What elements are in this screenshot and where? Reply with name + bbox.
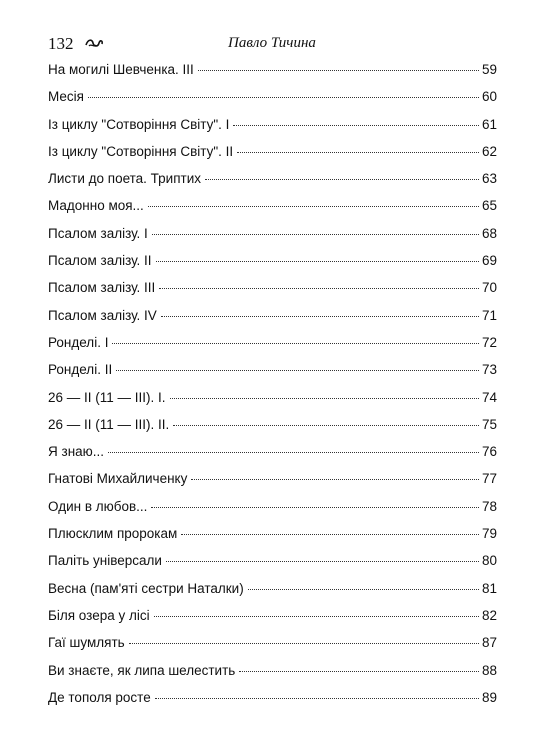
dot-leader	[233, 125, 479, 126]
toc-entry-page: 87	[481, 635, 497, 651]
dot-leader	[166, 561, 479, 562]
toc-entry-page: 75	[481, 416, 497, 432]
toc-entry-page: 76	[481, 444, 497, 460]
toc-entry	[48, 690, 497, 717]
toc-entry-page: 88	[481, 662, 497, 678]
page-header	[48, 34, 496, 56]
toc-entry-page: 81	[481, 580, 497, 596]
toc-entry	[48, 417, 497, 444]
toc-entry-page: 63	[481, 171, 497, 187]
toc-entry	[48, 198, 497, 225]
toc-entry	[48, 581, 497, 608]
toc-entry	[48, 608, 497, 635]
toc-entry-page: 61	[481, 116, 497, 132]
dot-leader	[154, 616, 479, 617]
dot-leader	[159, 288, 479, 289]
toc-entry-page: 73	[481, 362, 497, 378]
toc-entry	[48, 89, 497, 116]
toc-entry-title: Листи до поета. Триптих	[48, 171, 202, 187]
toc-entry-title: Месія	[48, 89, 84, 105]
toc-entry-title: 26 — II (11 — III). І.	[48, 389, 166, 405]
toc-entry-page: 70	[481, 280, 497, 296]
toc-entry-page: 89	[481, 689, 497, 705]
dot-leader	[205, 179, 479, 180]
toc-entry	[48, 62, 497, 89]
dot-leader	[198, 70, 479, 71]
toc-entry-title: Один в любов...	[48, 498, 148, 514]
toc-entry-page: 62	[481, 143, 497, 159]
toc-entry	[48, 171, 497, 198]
toc-entry-title: Плюсклим пророкам	[48, 526, 178, 542]
dot-leader	[129, 643, 479, 644]
page-number: 132	[48, 34, 74, 53]
toc-entry-page: 65	[481, 198, 497, 214]
toc-entry	[48, 499, 497, 526]
dot-leader	[191, 479, 479, 480]
toc-entry-title: Біля озера у лісі	[48, 607, 150, 623]
toc-entry-title: Ронделі. ІІ	[48, 362, 113, 378]
toc-entry-title: Гаї шумлять	[48, 635, 125, 651]
dot-leader	[112, 343, 479, 344]
dot-leader	[248, 589, 479, 590]
toc-entry-title: Ви знаєте, як липа шелестить	[48, 662, 236, 678]
dot-leader	[108, 452, 479, 453]
toc-entry-page: 79	[481, 526, 497, 542]
dot-leader	[237, 152, 479, 153]
toc-entry-page: 78	[481, 498, 497, 514]
toc-entry-page: 71	[481, 307, 497, 323]
swirl-ornament-icon	[84, 37, 104, 49]
dot-leader	[239, 671, 479, 672]
dot-leader	[173, 425, 479, 426]
toc-entry-page: 77	[481, 471, 497, 487]
toc-entry	[48, 390, 497, 417]
toc-entry-title: Де тополя росте	[48, 689, 151, 705]
toc-entry-page: 72	[481, 334, 497, 350]
dot-leader	[151, 507, 479, 508]
toc-entry-page: 60	[481, 89, 497, 105]
toc-entry-title: Псалом залізу. ІІ	[48, 253, 152, 269]
author-name: Павло Тичина	[228, 35, 316, 51]
toc-entry	[48, 253, 497, 280]
dot-leader	[156, 261, 479, 262]
toc-entry	[48, 635, 497, 662]
toc-entry	[48, 308, 497, 335]
toc-entry	[48, 471, 497, 498]
toc-entry-page: 82	[481, 607, 497, 623]
toc-entry-title: Я знаю...	[48, 444, 105, 460]
toc-entry-title: 26 — II (11 — III). ІІ.	[48, 416, 170, 432]
dot-leader	[88, 97, 479, 98]
toc-entry-page: 69	[481, 253, 497, 269]
toc-entry	[48, 362, 497, 389]
toc-entry	[48, 553, 497, 580]
toc-entry	[48, 663, 497, 690]
table-of-contents	[48, 62, 497, 717]
toc-entry-title: Псалом залізу. IV	[48, 307, 157, 323]
toc-entry-title: Псалом залізу. І	[48, 225, 148, 241]
toc-entry-title: Із циклу "Сотворіння Світу". ІІ	[48, 143, 234, 159]
toc-entry	[48, 226, 497, 253]
dot-leader	[116, 370, 479, 371]
toc-entry-page: 59	[481, 62, 497, 77]
toc-entry	[48, 144, 497, 171]
toc-entry-title: На могилі Шевченка. ІІІ	[48, 62, 194, 77]
dot-leader	[161, 316, 479, 317]
toc-entry	[48, 335, 497, 362]
dot-leader	[181, 534, 479, 535]
dot-leader	[152, 234, 479, 235]
toc-entry	[48, 280, 497, 307]
toc-entry	[48, 117, 497, 144]
toc-entry-title: Весна (пам'яті сестри Наталки)	[48, 580, 244, 596]
toc-entry-title: Ронделі. І	[48, 334, 109, 350]
toc-entry-title: Мадонно моя...	[48, 198, 144, 214]
toc-entry-page: 80	[481, 553, 497, 569]
toc-entry	[48, 526, 497, 553]
dot-leader	[148, 206, 479, 207]
toc-entry-title: Із циклу "Сотворіння Світу". І	[48, 116, 230, 132]
dot-leader	[155, 698, 479, 699]
toc-entry-title: Паліть універсали	[48, 553, 162, 569]
toc-entry-page: 68	[481, 225, 497, 241]
toc-entry-title: Псалом залізу. ІІІ	[48, 280, 156, 296]
toc-entry-page: 74	[481, 389, 497, 405]
toc-entry-title: Гнатові Михайличенку	[48, 471, 188, 487]
toc-entry	[48, 444, 497, 471]
dot-leader	[170, 398, 479, 399]
